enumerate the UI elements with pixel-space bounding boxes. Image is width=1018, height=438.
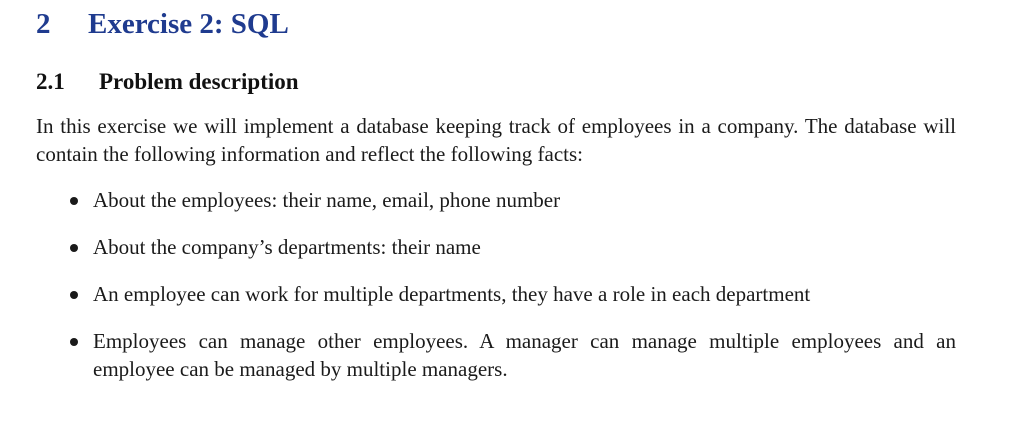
subsection-number: 2.1 (36, 69, 65, 94)
facts-list (36, 186, 956, 383)
bullet-icon (70, 338, 78, 346)
list-item (36, 186, 956, 214)
list-item-text: Employees can manage other employees. A manager can manage multiple employees and an employee can be managed by multiple managers. (93, 329, 956, 381)
bullet-icon (70, 291, 78, 299)
section-number: 2 (36, 8, 51, 40)
bullet-icon (70, 244, 78, 252)
subsection-heading (36, 66, 299, 98)
intro-paragraph: In this exercise we will implement a database keeping track of employees in a company. The database will contain the following information and reflect the following facts: (36, 114, 956, 166)
list-item-text: An employee can work for multiple departments, they have a role in each department (93, 282, 811, 306)
bullet-icon (70, 197, 78, 205)
list-item-text: About the employees: their name, email, phone number (93, 188, 561, 212)
list-item (36, 327, 956, 383)
section-title: Exercise 2: SQL (88, 8, 289, 40)
list-item-text: About the company’s departments: their name (93, 235, 481, 259)
list-item (36, 280, 956, 308)
subsection-title: Problem description (99, 69, 299, 94)
list-item (36, 233, 956, 261)
section-heading (36, 4, 289, 44)
